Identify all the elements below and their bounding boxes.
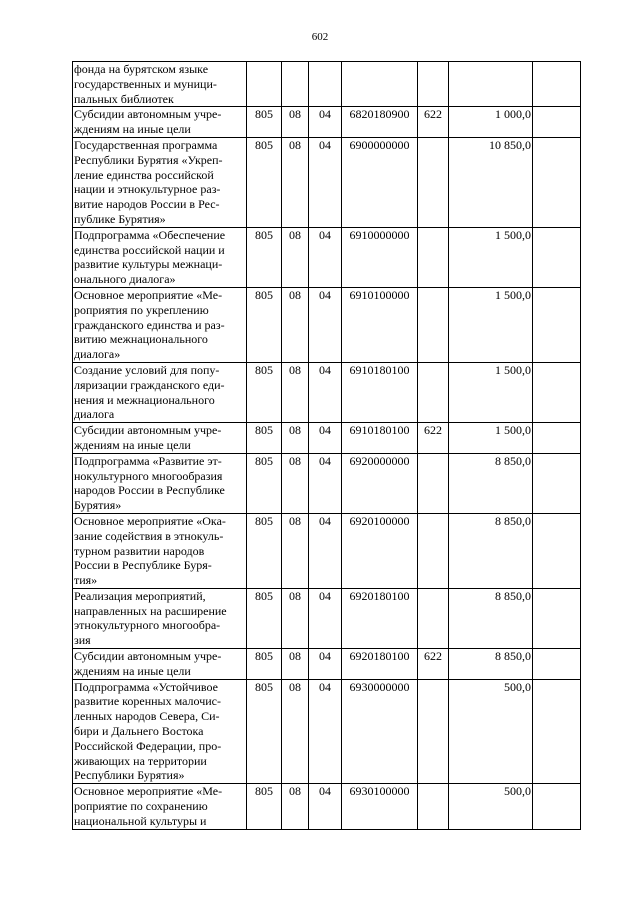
extra-cell [533,423,581,454]
item-name-text: Субсидии автономным учре- ждениям на иные цели [74,649,222,678]
ministry-code-cell: 805 [247,362,282,422]
item-name-cell [73,287,247,362]
ministry-code-cell: 805 [247,227,282,287]
section-code-cell: 08 [282,588,309,648]
ministry-code-cell: 805 [247,137,282,227]
section-code-cell: 08 [282,679,309,784]
extra-cell [533,784,581,829]
item-name-cell [73,588,247,648]
expense-type-cell [418,362,449,422]
item-name-text: Основное мероприятие «Ме- роприятие по сохранению национальной культуры и [74,784,223,828]
target-article-cell: 6820180900 [342,107,418,138]
extra-cell [533,649,581,680]
item-name-text: Субсидии автономным учре- ждениям на иные цели [74,107,222,137]
amount-cell: 1 000,0 [449,107,533,138]
section-code-cell: 08 [282,784,309,829]
item-name-cell [73,362,247,422]
expense-type-cell [418,679,449,784]
table-row [73,227,581,287]
section-code-cell: 08 [282,649,309,680]
ministry-code-cell: 805 [247,649,282,680]
section-code-cell: 08 [282,287,309,362]
table-row [73,62,581,107]
item-name-cell [73,107,247,138]
item-name-text: Государственная программа Республики Бурятия «Укреп- ление единства российской нации и этнокультурное раз- витие народов России в Рес- публике Бурятия» [74,137,223,226]
expense-type-cell: 622 [418,423,449,454]
ministry-code-cell: 805 [247,107,282,138]
expense-type-cell [418,453,449,513]
expense-type-cell: 622 [418,649,449,680]
table-row [73,107,581,138]
expense-type-cell [418,62,449,107]
item-name-text: Основное мероприятие «Ме- роприятия по укреплению гражданского единства и раз- витию межнационального диалога» [74,287,225,362]
extra-cell [533,588,581,648]
item-name-text: Субсидии автономным учре- ждениям на иные цели [74,423,222,452]
table-row [73,679,581,784]
item-name-text: Подпрограмма «Развитие эт- нокультурного многообразия народов России в Республике Бурятия» [74,453,225,513]
item-name-text: Создание условий для попу- ляризации гражданского еди- нения и межнационального диалога [74,362,225,422]
table-row [73,784,581,829]
amount-cell: 10 850,0 [449,137,533,227]
budget-table [72,61,581,830]
item-name-cell [73,649,247,680]
item-name-cell [73,453,247,513]
extra-cell [533,679,581,784]
subsection-code-cell: 04 [309,453,342,513]
extra-cell [533,107,581,138]
target-article-cell [342,62,418,107]
target-article-cell: 6930000000 [342,679,418,784]
extra-cell [533,137,581,227]
section-code-cell [282,62,309,107]
ministry-code-cell: 805 [247,784,282,829]
section-code-cell: 08 [282,453,309,513]
section-code-cell: 08 [282,423,309,454]
subsection-code-cell: 04 [309,513,342,588]
table-row [73,513,581,588]
item-name-text: Реализация мероприятий, направленных на расширение этнокультурного многообра- зия [74,588,227,648]
subsection-code-cell: 04 [309,423,342,454]
section-code-cell: 08 [282,137,309,227]
subsection-code-cell: 04 [309,227,342,287]
item-name-cell [73,227,247,287]
subsection-code-cell: 04 [309,287,342,362]
subsection-code-cell: 04 [309,107,342,138]
ministry-code-cell: 805 [247,453,282,513]
table-row [73,453,581,513]
item-name-cell [73,513,247,588]
table-row [73,588,581,648]
item-name-text: фонда на бурятском языке государственных и муници- пальных библиотек [74,62,217,106]
target-article-cell: 6920180100 [342,588,418,648]
amount-cell: 1 500,0 [449,423,533,454]
item-name-cell [73,137,247,227]
expense-type-cell [418,137,449,227]
amount-cell: 8 850,0 [449,513,533,588]
table-row [73,649,581,680]
subsection-code-cell [309,62,342,107]
extra-cell [533,62,581,107]
page-number: 602 [311,31,329,43]
ministry-code-cell [247,62,282,107]
subsection-code-cell: 04 [309,588,342,648]
amount-cell: 8 850,0 [449,453,533,513]
ministry-code-cell: 805 [247,588,282,648]
ministry-code-cell: 805 [247,287,282,362]
table-row [73,287,581,362]
amount-cell: 8 850,0 [449,649,533,680]
extra-cell [533,287,581,362]
item-name-cell [73,62,247,107]
ministry-code-cell: 805 [247,513,282,588]
target-article-cell: 6910180100 [342,362,418,422]
extra-cell [533,453,581,513]
item-name-text: Подпрограмма «Устойчивое развитие коренных малочис- ленных народов Севера, Си- бири и Дальнего Востока Российской Федерации, про- живающих на территории Республики Бурятия» [74,679,222,783]
subsection-code-cell: 04 [309,362,342,422]
amount-cell: 1 500,0 [449,287,533,362]
ministry-code-cell: 805 [247,423,282,454]
table-row [73,362,581,422]
expense-type-cell: 622 [418,107,449,138]
amount-cell: 1 500,0 [449,362,533,422]
section-code-cell: 08 [282,362,309,422]
item-name-cell [73,784,247,829]
amount-cell: 500,0 [449,679,533,784]
expense-type-cell [418,513,449,588]
table-row [73,137,581,227]
target-article-cell: 6920000000 [342,453,418,513]
amount-cell: 500,0 [449,784,533,829]
item-name-text: Основное мероприятие «Ока- зание содействия в этнокуль- турном развитии народов России в Республике Буря- тия» [74,513,226,588]
target-article-cell: 6910180100 [342,423,418,454]
section-code-cell: 08 [282,513,309,588]
extra-cell [533,362,581,422]
subsection-code-cell: 04 [309,137,342,227]
amount-cell: 1 500,0 [449,227,533,287]
target-article-cell: 6910000000 [342,227,418,287]
subsection-code-cell: 04 [309,649,342,680]
ministry-code-cell: 805 [247,679,282,784]
subsection-code-cell: 04 [309,679,342,784]
target-article-cell: 6930100000 [342,784,418,829]
section-code-cell: 08 [282,107,309,138]
target-article-cell: 6920180100 [342,649,418,680]
item-name-cell [73,679,247,784]
item-name-cell [73,423,247,454]
subsection-code-cell: 04 [309,784,342,829]
target-article-cell: 6920100000 [342,513,418,588]
extra-cell [533,513,581,588]
expense-type-cell [418,287,449,362]
amount-cell: 8 850,0 [449,588,533,648]
expense-type-cell [418,227,449,287]
section-code-cell: 08 [282,227,309,287]
amount-cell [449,62,533,107]
target-article-cell: 6900000000 [342,137,418,227]
target-article-cell: 6910100000 [342,287,418,362]
expense-type-cell [418,588,449,648]
item-name-text: Подпрограмма «Обеспечение единства российской нации и развитие культуры межнаци- онального диалога» [74,227,226,287]
table-row [73,423,581,454]
table-body [73,62,581,830]
extra-cell [533,227,581,287]
expense-type-cell [418,784,449,829]
